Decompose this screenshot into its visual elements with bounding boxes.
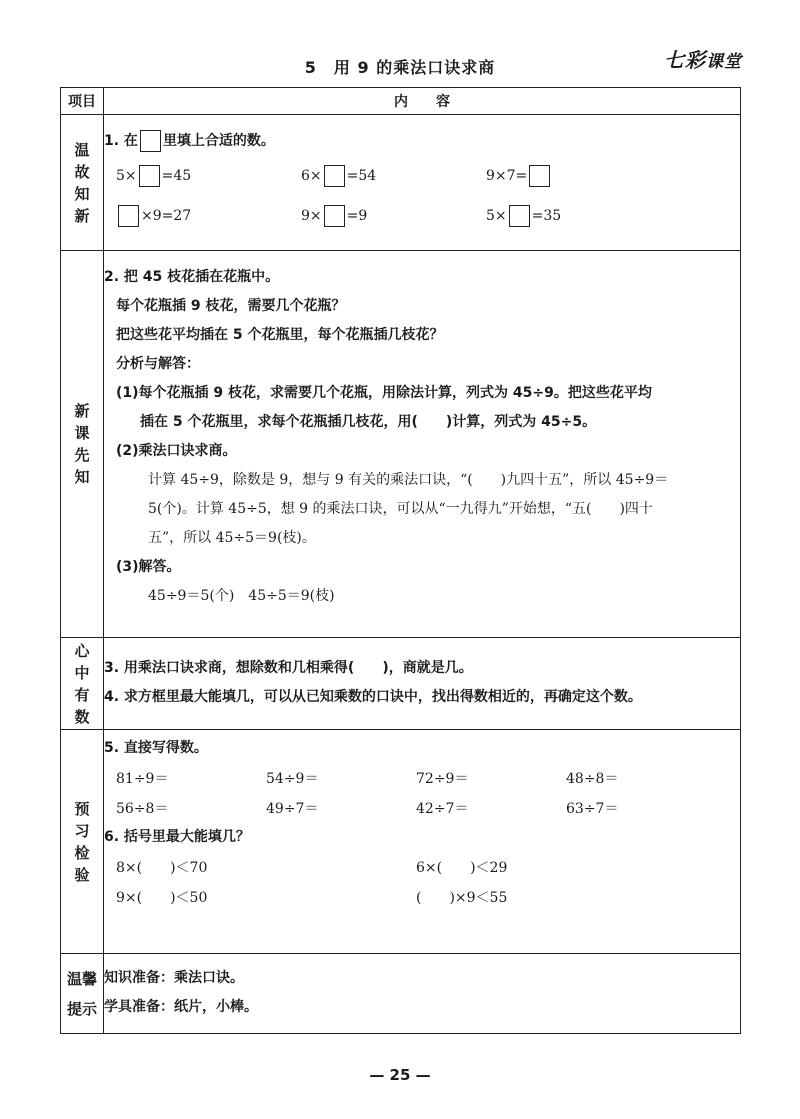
q1-item-right: ×9=27 [141, 208, 192, 224]
brand-logo-main: 七彩 [664, 48, 706, 72]
label-char: 心 [74, 641, 90, 660]
q1-item-left: 5× [116, 168, 137, 184]
q1-item [116, 165, 301, 187]
q1-item-left: 9× [301, 208, 322, 224]
q1-item-right: =35 [531, 208, 562, 224]
answer-box[interactable] [324, 165, 345, 187]
q5-item: 48÷8＝ [566, 771, 619, 787]
new-lesson-line: 计算 45÷9，除数是 9，想与 9 有关的乘法口诀，“( )九四十五”，所以 45÷9＝ [148, 472, 669, 488]
check-content [104, 730, 741, 954]
label-char: 验 [74, 865, 90, 884]
answer-box-sample [140, 130, 161, 152]
label-char: 故 [74, 162, 90, 181]
q5-item: 56÷8＝ [116, 801, 169, 817]
label-char: 新 [74, 402, 90, 420]
question-3: 3. 用乘法口诀求商，想除数和几相乘得( )，商就是几。 [104, 660, 473, 676]
q1-row-2 [104, 196, 740, 236]
new-lesson-line: 每个花瓶插 9 枝花，需要几个花瓶？ [116, 298, 346, 314]
question-6: 6. 括号里最大能填几？ [104, 829, 250, 845]
brand-logo-sub: 课堂 [706, 52, 742, 72]
q6-item: 8×( )＜70 [116, 860, 208, 876]
label-char: 知 [74, 468, 90, 486]
q5-item: 81÷9＝ [116, 771, 169, 787]
new-lesson-content [104, 251, 741, 638]
q5-row-2 [104, 793, 740, 823]
label-char: 有 [74, 685, 90, 704]
review-content [104, 115, 741, 251]
label-char: 数 [74, 707, 90, 726]
new-lesson-line: 把这些花平均插在 5 个花瓶里，每个花瓶插几枝花？ [116, 327, 444, 343]
q6-row-1 [104, 852, 740, 882]
question-5: 5. 直接写得数。 [104, 740, 208, 756]
q1-suffix: 里填上合适的数。 [162, 133, 275, 149]
q6-item: 9×( )＜50 [116, 890, 208, 906]
label-line: 提示 [66, 999, 97, 1018]
label-char: 先 [74, 446, 90, 464]
q5-item: 72÷9＝ [416, 771, 469, 787]
q1-item-right: =9 [346, 208, 368, 224]
header-item: 项目 [61, 88, 104, 115]
label-review [61, 115, 104, 251]
page-title: 5 用 9 的乘法口诀求商 [304, 58, 496, 77]
brand-logo [664, 44, 742, 73]
q5-item: 49÷7＝ [266, 801, 319, 817]
q5-row-1 [104, 763, 740, 793]
new-lesson-line: (1)每个花瓶插 9 枝花，求需要几个花瓶，用除法计算，列式为 45÷9。把这些花平均 [116, 385, 652, 401]
mind-content [104, 638, 741, 730]
new-lesson-line: 五”，所以 45÷5＝9(枝)。 [148, 530, 316, 546]
header-content: 内 容 [104, 88, 741, 115]
worksheet-table [60, 87, 741, 1034]
new-lesson-line: (3)解答。 [116, 559, 181, 575]
answer-box[interactable] [529, 165, 550, 187]
label-char: 知 [74, 184, 90, 203]
label-char: 习 [74, 821, 90, 840]
question-1 [104, 127, 740, 156]
tips-content [104, 954, 741, 1034]
label-tips [61, 954, 104, 1034]
q1-item [116, 205, 301, 227]
label-mind [61, 638, 104, 730]
answer-box[interactable] [509, 205, 530, 227]
label-char: 温 [74, 140, 90, 159]
q1-item [486, 165, 671, 187]
label-line: 温馨 [66, 969, 97, 988]
label-char: 中 [74, 663, 90, 682]
q1-item [301, 205, 486, 227]
label-new-lesson [61, 251, 104, 638]
q1-prefix: 1. 在 [104, 133, 138, 149]
new-lesson-line: 5(个)。计算 45÷5，想 9 的乘法口诀，可以从“一九得九”开始想，“五( )四十 [148, 501, 653, 517]
q1-item-left: 5× [486, 208, 507, 224]
label-char: 新 [74, 206, 90, 225]
q1-item [301, 165, 486, 187]
label-char: 预 [74, 799, 90, 818]
q5-item: 54÷9＝ [266, 771, 319, 787]
q1-item-right: =54 [346, 168, 377, 184]
question-4: 4. 求方框里最大能填几，可以从已知乘数的口诀中，找出得数相近的，再确定这个数。 [104, 689, 642, 705]
label-check [61, 730, 104, 954]
q6-item: 6×( )＜29 [416, 860, 508, 876]
page-number: — 25 — [369, 1066, 431, 1084]
q6-row-2 [104, 882, 740, 912]
q1-item-left: 9×7= [486, 168, 528, 184]
new-lesson-line: 插在 5 个花瓶里，求每个花瓶插几枝花，用( )计算，列式为 45÷5。 [140, 414, 597, 430]
new-lesson-line: (2)乘法口诀求商。 [116, 443, 237, 459]
q5-item: 63÷7＝ [566, 801, 619, 817]
new-lesson-line: 分析与解答： [116, 356, 200, 372]
q1-row-1 [104, 156, 740, 196]
q1-item-left: 6× [301, 168, 322, 184]
new-lesson-line: 2. 把 45 枝花插在花瓶中。 [104, 269, 280, 285]
answer-box[interactable] [118, 205, 139, 227]
answer-box[interactable] [139, 165, 160, 187]
label-char: 课 [74, 424, 90, 442]
tip-tools: 学具准备：纸片，小棒。 [104, 999, 258, 1015]
answer-box[interactable] [324, 205, 345, 227]
q6-item: ( )×9＜55 [416, 890, 508, 906]
q1-item [486, 205, 671, 227]
q5-item: 42÷7＝ [416, 801, 469, 817]
new-lesson-line: 45÷9＝5(个) 45÷5＝9(枝) [148, 588, 335, 604]
tip-knowledge: 知识准备：乘法口诀。 [104, 970, 244, 986]
q1-item-right: =45 [161, 168, 192, 184]
label-char: 检 [74, 843, 90, 862]
